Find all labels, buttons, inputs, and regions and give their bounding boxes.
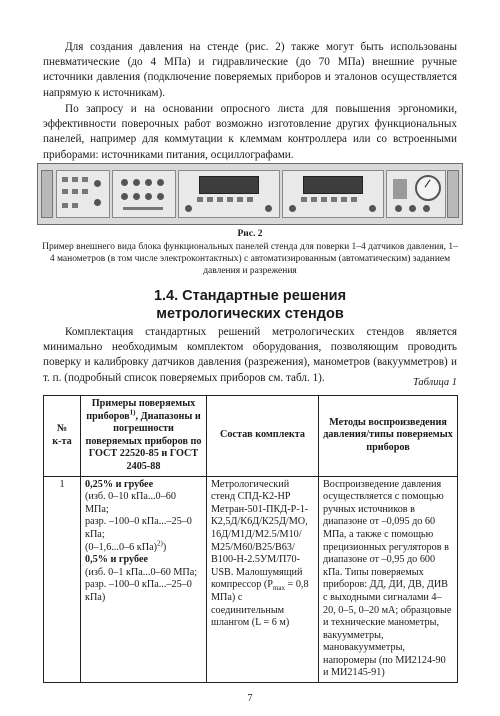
connector-panel: [112, 170, 176, 218]
pressure-gauge-icon: [415, 175, 441, 201]
paragraph-standard-solutions: Комплектация стандартных решений метрологических стендов является минимально необходимым комплектом оборудования, позволяющим проводить поверку и калибровку датчиков давления (разрежения), манометров (вакуумметров) и т. п. (подробный список поверяемых приборов см. табл. 1).: [43, 326, 457, 384]
rack-ear-left: [41, 170, 53, 218]
section-heading-line2: метрологических стендов: [156, 306, 344, 322]
stand-panel-image: [37, 163, 463, 225]
section-heading: [0, 287, 500, 323]
table-caption: Таблица 1: [412, 377, 457, 388]
calibrator-panel-left: [178, 170, 280, 218]
header-kit-number: № к-та: [44, 396, 81, 477]
figure-label: Рис. 2: [237, 229, 263, 239]
table-row: [44, 476, 458, 683]
header-kit-composition: Состав комплекта: [207, 396, 319, 477]
table-header-row: [44, 396, 458, 477]
switch-panel: [56, 170, 110, 218]
rack-ear-right: [447, 170, 459, 218]
paragraph-pressure-sources: Для создания давления на стенде (рис. 2) также могут быть использованы пневматические (до 4 МПа) и гидравлические (до 70 МПа) внешние ручные источники давления (подключение поверяемых приборов и эталонов осуществляется напрямую к источникам).: [43, 41, 457, 99]
section-heading-line1: 1.4. Стандартные решения: [153, 288, 347, 304]
equipment-table: [43, 395, 457, 679]
gauge-panel: [386, 170, 446, 218]
calibrator-panel-right: [282, 170, 384, 218]
cell-kit-number: 1: [44, 476, 81, 683]
page-number: 7: [247, 693, 253, 704]
cell-example-devices: 0,25% и грубее (изб. 0–10 кПа...0–60 МПа; разр. –100–0 кПа...–25–0 кПа; (0–1,6...0–6 кПа)$^{2)}$) 0,5% и грубее (изб. 0–1 кПа...0–60 МПа; разр. –100–0 кПа...–25–0 кПа): [81, 476, 207, 683]
cell-kit-composition: Метрологический стенд СПД-К2-НР Метран-501-ПКД-Р-1-К2,5Д/К6Д/К25Д/МО, 16Д/М1Д/М2.5/М10/М25/М60/В25/В63/В100-Н-2.5УМ/П70-USB. Малошумящий компрессор ($P_{max} = 0,8$ МПа) с соединительным шлангом (L = 6 м): [207, 476, 319, 683]
header-example-devices: Примеры поверяемых приборов$^{1)}$, Диапазоны и погрешности поверяемых приборов по ГОСТ 22520-85 и ГОСТ 2405-88: [81, 396, 207, 477]
header-methods: Методы воспроизведения давления/типы поверяемых приборов: [319, 396, 458, 477]
cell-methods: Воспроизведение давления осуществляется с помощью ручных источников в диапазоне от –0,095 до 60 МПа, а также с помощью прецизионных регуляторов в диапазоне от –0,95 до 600 кПа. Типы поверяемых приборов: ДД, ДИ, ДВ, ДИВ с выходными сигналами 4–20, 0–5, 0–20 мА; образцовые и технические манометры, вакуумметры, мановакуумметры, напоромеры (по МИ2124-90 и МИ2145-91): [319, 476, 458, 683]
paragraph-functional-panels: По запросу и на основании опросного листа для повышения эргономики, эффективности поверочных работ возможно изготовление других функциональных панелей, например для коммутации к клеммам контроллера или со встроенными приборами: источниками питания, осциллографами.: [43, 103, 457, 161]
figure-description: Пример внешнего вида блока функциональных панелей стенда для поверки 1–4 датчиков давления, 1–4 манометров (в том числе электроконтактных) с автоматизированным (автоматическим) заданием давления и разрежения: [42, 242, 458, 276]
